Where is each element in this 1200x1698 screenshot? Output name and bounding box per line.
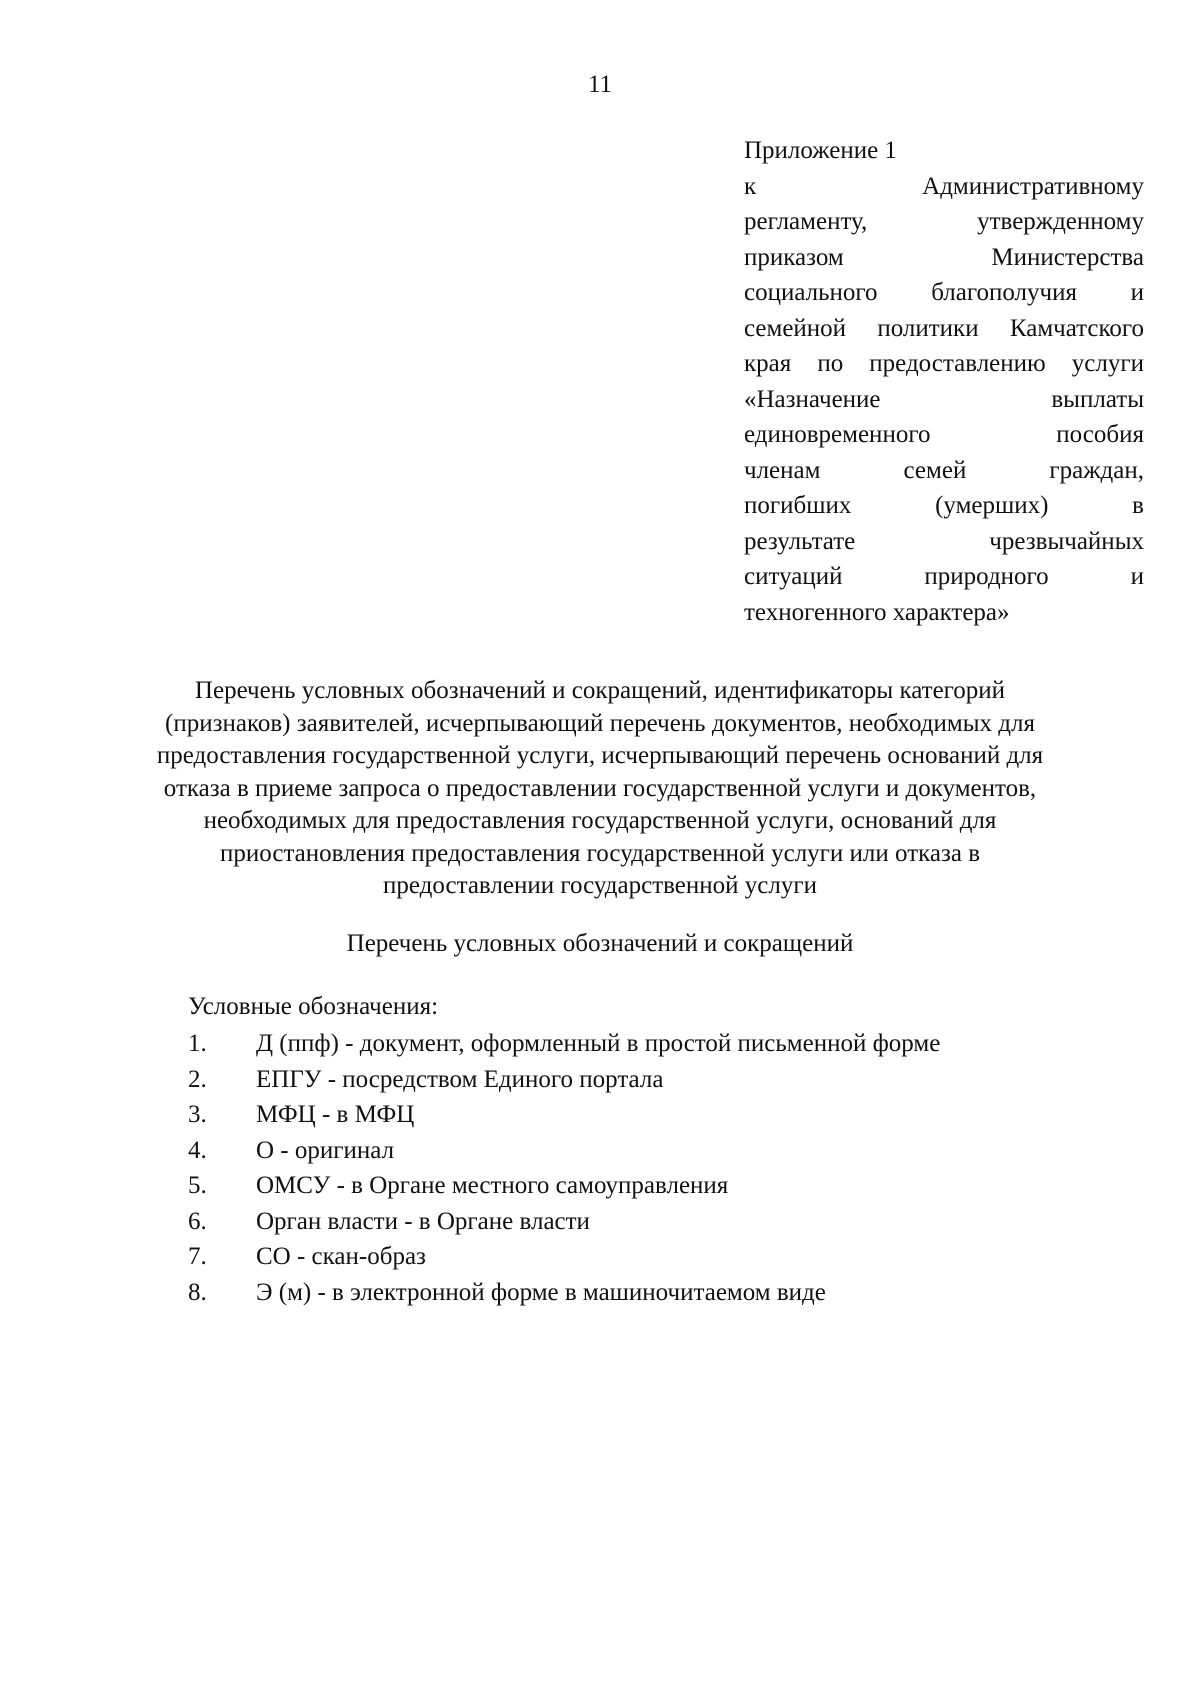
appendix-line: «Назначение выплаты: [744, 385, 1144, 413]
appendix-line: края по предоставлению услуги: [744, 350, 1144, 377]
list-item-text: О - оригинал: [256, 1136, 395, 1164]
list-item-text: ОМСУ - в Органе местного самоуправления: [256, 1172, 729, 1199]
title-line: Перечень условных обозначений и сокращений, идентификаторы категорий: [194, 677, 1006, 704]
list-item-text: Э (м) - в электронной форме в машиночитаемом виде: [256, 1278, 826, 1306]
list-item-number: 3.: [188, 1101, 207, 1128]
list-item: [188, 1026, 1088, 1062]
section-subtitle: Перечень условных обозначений и сокращений: [346, 930, 854, 957]
document-title: [100, 675, 1100, 903]
appendix-line: к Административному: [744, 172, 1144, 200]
list-item-number: 7.: [188, 1243, 207, 1270]
list-item-number: 1.: [188, 1030, 207, 1057]
list-item-number: 6.: [188, 1207, 207, 1235]
list-item: [188, 1133, 1088, 1169]
list-item-text: ЕПГУ - посредством Единого портала: [256, 1065, 664, 1093]
list-item-text: Д (ппф) - документ, оформленный в простой письменной форме: [256, 1030, 941, 1057]
list-item: [188, 1239, 1088, 1275]
appendix-line: регламенту, утвержденному: [744, 208, 1144, 235]
list-item: [188, 1062, 1088, 1098]
title-line: приостановления предоставления государственной услуги или отказа в: [219, 839, 981, 867]
appendix-line: членам семей граждан,: [744, 456, 1144, 484]
title-line: отказа в приеме запроса о предоставлении государственной услуги и документов,: [163, 774, 1037, 802]
title-line: необходимых для предоставления государственной услуги, оснований для: [203, 807, 997, 834]
list-item-number: 4.: [188, 1136, 207, 1164]
title-line: предоставлении государственной услуги: [383, 872, 817, 899]
appendix-line: погибших (умерших) в: [744, 492, 1144, 519]
legend-list: [188, 1026, 1088, 1310]
title-line: предоставления государственной услуги, исчерпывающий перечень оснований для: [156, 742, 1044, 769]
list-item-number: 5.: [188, 1172, 207, 1199]
list-item-number: 2.: [188, 1065, 207, 1093]
appendix-line: Приложение 1: [744, 137, 897, 164]
legend-heading: Условные обозначения:: [188, 993, 439, 1020]
appendix-line: единовременного пособия: [744, 421, 1144, 448]
appendix-line: приказом Министерства: [744, 243, 1144, 271]
list-item: [188, 1097, 1088, 1133]
page-number: 11: [587, 71, 613, 98]
list-item: [188, 1204, 1088, 1240]
appendix-line: семейной политики Камчатского: [744, 314, 1144, 342]
list-item: [188, 1275, 1088, 1311]
list-item-text: Орган власти - в Органе власти: [256, 1207, 590, 1235]
list-item-text: МФЦ - в МФЦ: [256, 1101, 415, 1128]
appendix-line: результате чрезвычайных: [744, 527, 1144, 555]
appendix-line: ситуаций природного и: [744, 563, 1144, 590]
appendix-line: социального благополучия и: [744, 279, 1144, 306]
appendix-line: техногенного характера»: [744, 598, 1010, 626]
title-line: (признаков) заявителей, исчерпывающий перечень документов, необходимых для: [165, 709, 1035, 737]
list-item: [188, 1168, 1088, 1204]
list-item-number: 8.: [188, 1278, 207, 1306]
appendix-header: [744, 133, 1144, 630]
list-item-text: СО - скан-образ: [256, 1243, 426, 1270]
